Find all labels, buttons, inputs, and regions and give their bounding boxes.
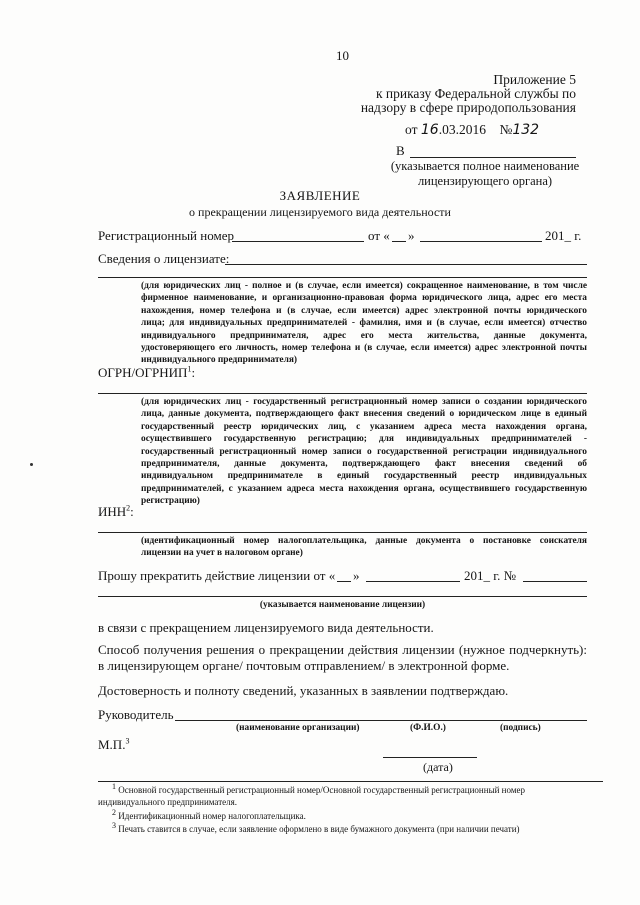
order-number-handwritten: 132: [512, 122, 540, 138]
stamp-footnote-mark: 3: [125, 736, 130, 746]
footnote-1-line1: Основной государственный регистрационный номер/Основной государственный регистрационный номер: [118, 785, 526, 795]
footnote-2-text: Идентификационный номер налогоплательщика.: [118, 811, 306, 821]
footnote-2-mark: 2: [112, 808, 116, 817]
request-month-line: [366, 581, 460, 582]
reg-day-line: [392, 241, 406, 242]
inn-label-text: ИНН: [98, 504, 127, 519]
date-day-handwritten: 16: [420, 122, 439, 138]
document-subtitle: о прекращении лицензируемого вида деятельности: [189, 205, 451, 219]
reason-text: в связи с прекращением лицензируемого вида деятельности.: [98, 620, 434, 635]
method-line2: в лицензирующем органе/ почтовым отправлением/ в электронной форме.: [98, 658, 510, 673]
date-note: (дата): [423, 760, 453, 774]
licensee-note-line-2: фирменное наименование, и организационно-правовая форма юридического лица, адрес его места: [141, 293, 587, 304]
reg-quote-close: »: [408, 228, 415, 243]
reg-number-line: [232, 241, 364, 242]
footnote-3-text: Печать ставится в случае, если заявление оформлено в виде бумажного документа (при наличии печати): [118, 824, 520, 834]
inn-note-line-2: лицензии на учет в налоговом органе): [141, 548, 303, 559]
ogrn-note-line-6: предпринимателя, данные документа, подтверждающего факт внесения сведений об: [141, 459, 587, 470]
licensee-note: [141, 280, 587, 367]
to-note-line1: (указывается полное наименование: [390, 159, 580, 173]
stamp-label-text: М.П.: [98, 737, 126, 752]
request-year: 201_ г. №: [464, 568, 517, 583]
licensee-label: Сведения о лицензиате:: [98, 251, 230, 266]
licensee-note-line-7: индивидуального предпринимателя): [141, 355, 298, 366]
footnote-1-mark: 1: [112, 782, 116, 791]
inn-line: [98, 532, 587, 533]
ogrn-note-line-3: государственный реестр юридических лиц, с указанием адреса места нахождения органа,: [141, 421, 587, 432]
scan-speck: [30, 463, 33, 466]
to-prefix: В: [396, 143, 405, 158]
ogrn-footnote-mark: 1: [187, 364, 192, 374]
ogrn-note-line-5: государственный регистрационный номер записи о государственной регистрации индивидуального: [141, 446, 587, 457]
date-prefix: от: [405, 122, 418, 137]
org-name-note: (наименование организации): [236, 723, 360, 733]
request-number-line: [523, 581, 587, 582]
footnote-separator: [98, 781, 603, 782]
method-line1: Способ получения решения о прекращении действия лицензии (нужное подчеркнуть):: [98, 642, 587, 657]
date-rest: .03.2016: [438, 122, 486, 137]
ogrn-colon: :: [191, 365, 196, 380]
ogrn-label: [98, 365, 195, 380]
confirm-text: Достоверность и полноту сведений, указанных в заявлении подтверждаю.: [98, 683, 509, 698]
order-date: [405, 122, 539, 138]
ogrn-note-line-4: осуществившего государственную регистрацию; для индивидуальных предпринимателей -: [141, 434, 587, 445]
footnote-1: [112, 782, 526, 796]
ogrn-note-line-2: лица, данные документа, подтверждающего факт внесения сведений о юридическом лице в единый: [141, 409, 587, 420]
footnote-3: [112, 821, 520, 835]
to-agency-line: [410, 157, 576, 158]
date-line: [383, 757, 477, 758]
licensee-note-line-5: индивидуального предпринимателя, адрес его места жительства, данные документа,: [141, 330, 587, 341]
order-number-prefix: №: [499, 122, 513, 137]
ogrn-note-line-1: (для юридических лиц - государственный регистрационный номер записи о создании юридического: [141, 397, 587, 407]
document-title: ЗАЯВЛЕНИЕ: [279, 188, 361, 203]
head-label: Руководитель: [98, 707, 174, 722]
footnote-1-line2: индивидуального предпринимателя.: [98, 797, 237, 807]
inn-footnote-mark: 2: [126, 503, 131, 513]
licensee-line-1: [225, 264, 587, 265]
licensee-note-line-3: нахождения, номер телефона и (в случае, если имеется) адрес электронной почты юридического: [141, 305, 587, 316]
order-line: к приказу Федеральной службы по: [375, 86, 576, 101]
fio-note: (Ф.И.О.): [410, 723, 446, 733]
inn-note: [141, 535, 587, 560]
to-note-line2: лицензирующего органа): [417, 174, 553, 188]
ogrn-note-line-7: индивидуальном предпринимателе в единый государственный реестр индивидуальных: [141, 471, 587, 482]
footnote-3-mark: 3: [112, 821, 116, 830]
licensee-note-line-1: (для юридических лиц - полное и (в случае, если имеется) сокращенное наименование, в том числе: [141, 281, 587, 291]
footnote-2: [112, 808, 306, 822]
licensee-line-2: [98, 277, 587, 278]
signature-line: [175, 720, 587, 721]
reg-from-label: от «: [368, 228, 390, 243]
reg-month-line: [420, 241, 542, 242]
request-quote-close: »: [353, 568, 360, 583]
license-name-note: (указывается наименование лицензии): [259, 600, 426, 610]
license-name-line: [98, 596, 587, 597]
stamp-label: [98, 737, 129, 752]
ogrn-label-text: ОГРН/ОГРНИП: [98, 365, 188, 380]
licensee-note-line-6: удостоверяющего его личность, номер телефона и (в случае, если имеется) адрес электронной почты: [141, 343, 587, 354]
reg-year: 201_ г.: [545, 228, 582, 243]
inn-colon: :: [130, 504, 134, 519]
ogrn-note-line-8: предпринимателей, с указанием адреса места нахождения органа, осуществившего государственную: [141, 483, 587, 494]
inn-note-line-1: (идентификационный номер налогоплательщика, данные документа о постановке соискателя: [141, 536, 587, 546]
ogrn-line: [98, 393, 587, 394]
request-day-line: [337, 581, 351, 582]
sign-note: (подпись): [500, 723, 541, 733]
ogrn-note-line-9: регистрацию): [141, 496, 200, 507]
licensee-note-line-4: лица; для индивидуальных предпринимателей - фамилия, имя и (в случае, если имеется) отчество: [141, 318, 587, 329]
request-text: Прошу прекратить действие лицензии от «: [98, 568, 336, 583]
inn-label: [98, 504, 134, 519]
appendix-title: Приложение 5: [493, 72, 576, 87]
ogrn-note: [141, 396, 587, 508]
agency-line: надзору в сфере природопользования: [360, 100, 576, 115]
reg-number-label: Регистрационный номер: [98, 228, 234, 243]
page-number: 10: [336, 48, 349, 63]
